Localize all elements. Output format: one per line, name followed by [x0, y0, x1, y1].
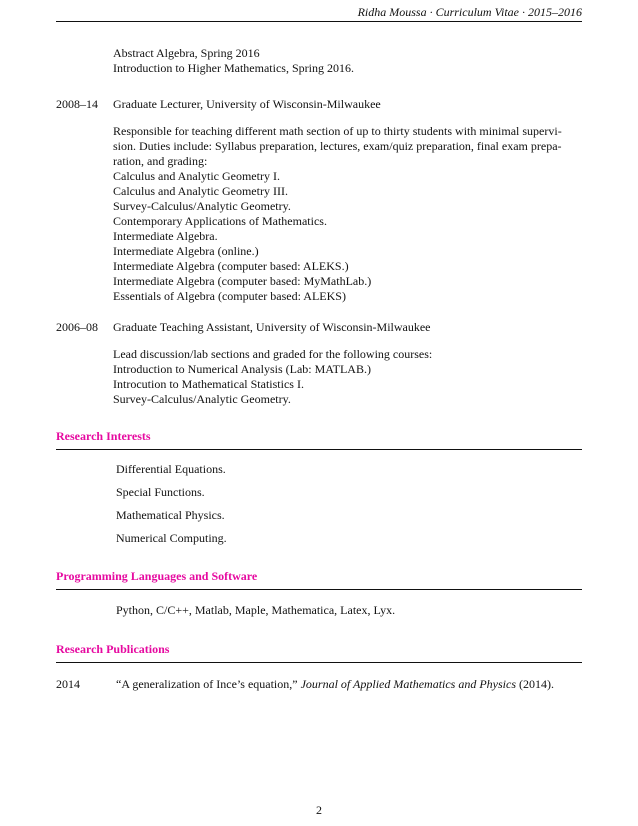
publication-year: 2014 — [56, 677, 80, 691]
entry-description-line: Responsible for teaching different math section of up to thirty students with minimal supervi- — [113, 124, 562, 138]
course-item: Intermediate Algebra (computer based: ALEKS.) — [113, 259, 349, 273]
course-item: Intermediate Algebra (computer based: MyMathLab.) — [113, 274, 372, 288]
continued-teaching-line: Abstract Algebra, Spring 2016 — [113, 46, 260, 60]
course-item: Survey-Calculus/Analytic Geometry. — [113, 199, 291, 213]
course-item: Introduction to Numerical Analysis (Lab: MATLAB.) — [113, 362, 371, 376]
course-item: Contemporary Applications of Mathematics. — [113, 214, 327, 228]
running-header: Ridha Moussa · Curriculum Vitae · 2015–2016 — [357, 5, 582, 19]
research-interest-item: Numerical Computing. — [116, 531, 227, 545]
publication-journal: Journal of Applied Mathematics and Physics — [300, 677, 517, 691]
course-item: Survey-Calculus/Analytic Geometry. — [113, 392, 291, 406]
course-item: Intermediate Algebra. — [113, 229, 218, 243]
research-interest-item: Differential Equations. — [116, 462, 226, 476]
entry-content — [113, 320, 581, 407]
publication-title: “A generalization of Ince’s equation,” — [116, 677, 298, 691]
programming-languages-text: Python, C/C++, Matlab, Maple, Mathematica, Latex, Lyx. — [116, 603, 396, 617]
entry-intro: Lead discussion/lab sections and graded for the following courses: — [113, 347, 433, 361]
section-heading-research-interests: Research Interests — [56, 429, 151, 443]
section-rule — [56, 662, 582, 663]
header-rule — [56, 21, 582, 22]
section-rule — [56, 589, 582, 590]
course-item: Intermediate Algebra (online.) — [113, 244, 259, 258]
page-number: 2 — [316, 803, 322, 817]
section-rule — [56, 449, 582, 450]
entry-title: Graduate Teaching Assistant, University of Wisconsin-Milwaukee — [113, 320, 431, 334]
entry-date: 2006–08 — [56, 320, 98, 334]
programming-list — [116, 603, 582, 626]
continued-teaching-line: Introduction to Higher Mathematics, Spring 2016. — [113, 61, 354, 75]
continued-teaching-lines — [113, 46, 581, 76]
publication-citation — [116, 677, 584, 691]
course-item: Essentials of Algebra (computer based: ALEKS) — [113, 289, 346, 303]
section-heading-programming: Programming Languages and Software — [56, 569, 258, 583]
entry-content — [113, 97, 581, 304]
entry-description-line: sion. Duties include: Syllabus preparation, lectures, exam/quiz preparation, final exam prepa- — [113, 139, 562, 153]
section-heading-publications: Research Publications — [56, 642, 170, 656]
research-interest-item: Mathematical Physics. — [116, 508, 225, 522]
course-item: Calculus and Analytic Geometry I. — [113, 169, 280, 183]
entry-date: 2008–14 — [56, 97, 98, 111]
research-interest-item: Special Functions. — [116, 485, 205, 499]
research-interests-list — [116, 462, 582, 554]
publication-year-suffix: (2014). — [519, 677, 555, 691]
entry-title: Graduate Lecturer, University of Wisconsin-Milwaukee — [113, 97, 381, 111]
course-item: Calculus and Analytic Geometry III. — [113, 184, 288, 198]
course-item: Introcution to Mathematical Statistics I. — [113, 377, 304, 391]
entry-description-line: ration, and grading: — [113, 154, 208, 168]
